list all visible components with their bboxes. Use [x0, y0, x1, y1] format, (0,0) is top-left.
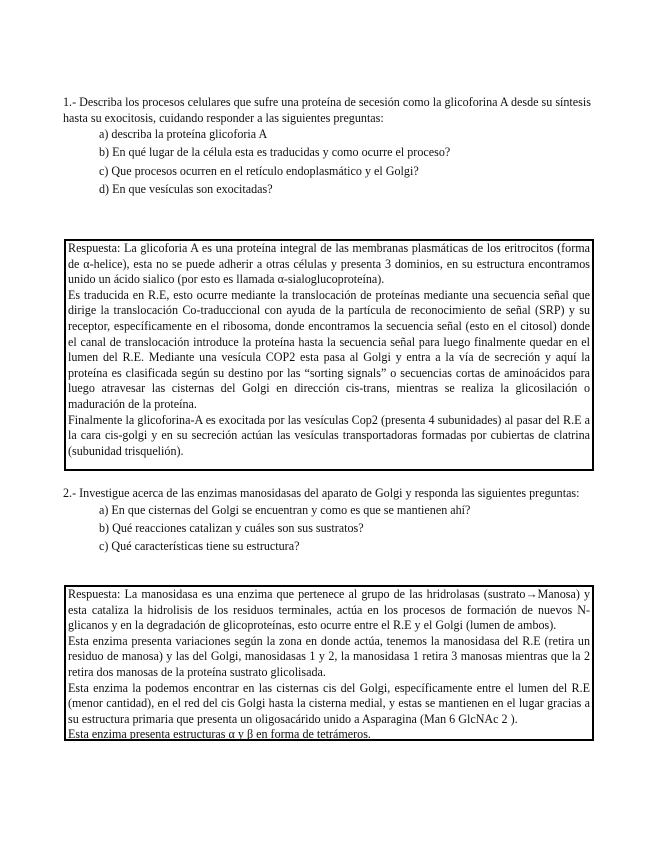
question-2-item-b: b) Qué reacciones catalizan y cuáles son sus sustratos? — [99, 520, 364, 535]
answer-2-paragraph: Esta enzima presenta estructuras α y β en forma de tetrámeros. — [68, 727, 371, 742]
answer-2-paragraph: Respuesta: La manosidasa es una enzima que pertenece al grupo de las hridrolasas (sustrato→Manosa) y esta cataliza la hidrolisis de los residuos terminales, actúa en los procesos de formación de nuevos N-glicanos y en la degradación de glicoproteínas, esto ocurre entre el R.E y el Golgi (lumen de ambos). — [68, 587, 590, 633]
answer-2-box — [64, 585, 594, 741]
question-1-subitems — [63, 127, 593, 197]
question-2 — [63, 486, 593, 557]
question-1-item-d: d) En que vesículas son exocitadas? — [99, 181, 273, 196]
question-2-prompt: 2.- Investigue acerca de las enzimas manosidasas del aparato de Golgi y responda las siguientes preguntas: — [63, 486, 580, 500]
answer-1-paragraph: Es traducida en R.E, esto ocurre mediante la translocación de proteínas mediante una secuencia señal que dirige la translocación Co-traduccional con ayuda de la partícula de reconocimiento de señal (SRP) y su receptor, específicamente en el ribosoma, donde encontramos la secuencia señal (esto en el citosol) donde el canal de translocación introduce la proteína hasta la secuencia señal para luego finalmente quedar en el lumen del R.E. Mediante una vesícula COP2 esta pasa al Golgi y entra a la vía de secreción y aquí la proteína es clasificada según su destino por las “sorting signals” o secuencias cortas de aminoácidos para luego atravesar las cisternas del Golgi en dirección cis-trans, mientras se realiza la glicosilación o maduración de la proteína. — [68, 287, 590, 411]
question-2-item-c: c) Qué características tiene su estructura? — [99, 538, 300, 553]
answer-2-paragraph: Esta enzima la podemos encontrar en las cisternas cis del Golgi, específicamente entre el lumen del R.E (menor cantidad), en el red del cis Golgi hasta la cisterna medial, y estas se mantienen en el lugar gracias a su estructura primaria que presenta un oligosacárido unido a Asparagina (Man 6 GlcNAc 2 ). — [68, 680, 590, 726]
question-2-subitems — [63, 503, 593, 555]
question-2-item-a: a) En que cisternas del Golgi se encuentran y como es que se mantienen ahí? — [99, 502, 471, 517]
question-1 — [63, 95, 593, 200]
answer-1-box — [64, 239, 594, 471]
question-1-item-b: b) En qué lugar de la célula esta es traducidas y como ocurre el proceso? — [99, 145, 451, 160]
question-1-prompt: 1.- Describa los procesos celulares que sufre una proteína de secesión como la glicoforina A desde su síntesis hasta su exocitosis, cuidando responder a las siguientes preguntas: — [63, 95, 591, 125]
answer-1-paragraph: Respuesta: La glicoforia A es una proteína integral de las membranas plasmáticas de los eritrocitos (forma de α-helice), esta no se puede adherir a otras células y presenta 3 dominios, en su estructura encontramos unido un ácido sialico (por esto es llamada α-sialoglucoproteína). — [68, 241, 590, 287]
question-1-item-a: a) describa la proteína glicoforia A — [99, 127, 268, 142]
answer-2-paragraph: Esta enzima presenta variaciones según la zona en donde actúa, tenemos la manosidasa del R.E (retira un residuo de manosa) y las del Golgi, manosidasas 1 y 2, la manosidasa 1 retira 3 manosas mientras que la 2 retira dos manosas de la proteína sustrato glicolisada. — [68, 633, 590, 679]
answer-1-paragraph: Finalmente la glicoforina-A es exocitada por las vesículas Cop2 (presenta 4 subunidades) al pasar del R.E a la cara cis-golgi y en su secreción actúan las vesículas transportadoras formadas por cubiertas de clatrina (subunidad trisquelión). — [68, 412, 590, 458]
question-1-item-c: c) Que procesos ocurren en el retículo endoplasmático y el Golgi? — [99, 163, 419, 178]
